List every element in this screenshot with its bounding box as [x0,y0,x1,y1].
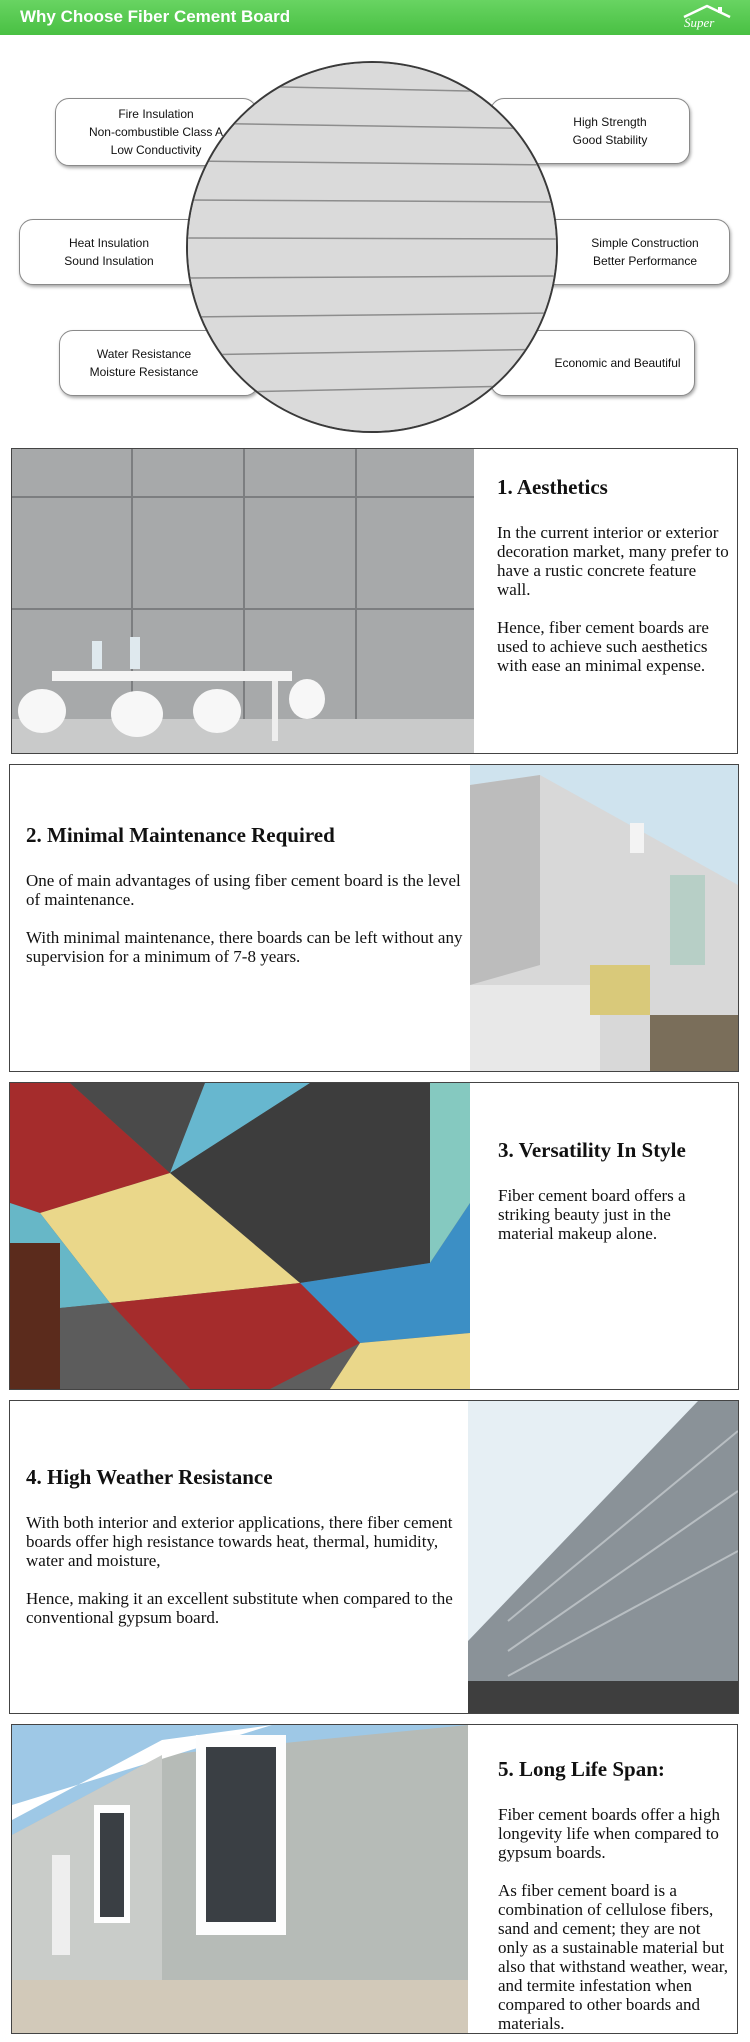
section-paragraph: In the current interior or exterior decoration market, many prefer to have a rustic concrete feature wall. [497,523,729,599]
super-logo [676,3,738,31]
section-title: 3. Versatility In Style [498,1138,686,1162]
section-aesthetics [11,448,738,754]
section-weather [9,1400,739,1714]
section-paragraph: One of main advantages of using fiber cement board is the level of maintenance. [26,871,461,909]
life-span-photo [12,1725,468,2033]
feature-water-resistance: Water Resistance Moisture Resistance [59,330,259,396]
section-title: 1. Aesthetics [497,475,608,499]
section-title: 2. Minimal Maintenance Required [26,823,335,847]
section-versatility [9,1082,739,1390]
feature-heat-insulation: Heat Insulation Sound Insulation [19,219,219,285]
section-paragraph: With minimal maintenance, there boards can be left without any supervision for a minimum of 7-8 years. [26,928,463,966]
aesthetics-photo [12,449,474,753]
board-texture-image [186,61,558,433]
section-paragraph: Fiber cement boards offer a high longevity life when compared to gypsum boards. [498,1805,721,1862]
weather-photo [468,1401,738,1713]
section-paragraph: As fiber cement board is a combination of cellulose fibers, sand and cement; they are not only as a sustainable material but also that withstand weather, wear, and termite infestation when compared to other boards and materials. [498,1881,728,2033]
section-paragraph: Fiber cement board offers a striking beauty just in the material makeup alone. [498,1186,686,1243]
versatility-photo [10,1083,470,1389]
section-life-span [11,1724,738,2034]
feature-simple-construction: Simple Construction Better Performance [520,219,730,285]
section-aesthetics-text [497,475,729,675]
section-paragraph: Hence, fiber cement boards are used to achieve such aesthetics with ease an minimal expense. [497,618,709,675]
section-title: 4. High Weather Resistance [26,1465,273,1489]
section-title: 5. Long Life Span: [498,1757,665,1781]
logo-text: Super [684,15,715,30]
section-paragraph: Hence, making it an excellent substitute when compared to the conventional gypsum board. [26,1589,453,1627]
section-life-span-text [498,1757,734,2033]
section-paragraph: With both interior and exterior applications, there fiber cement boards offer high resistance towards heat, thermal, humidity, water and moisture, [26,1513,453,1570]
feature-economic: Economic and Beautiful [490,330,695,396]
section-weather-text [26,1465,476,1627]
maintenance-photo [470,765,738,1071]
feature-fire-insulation: Fire Insulation Non-combustible Class A Low Conductivity [55,98,257,166]
page-title: Why Choose Fiber Cement Board [20,7,291,26]
section-maintenance-text [26,823,466,966]
section-versatility-text [498,1138,730,1243]
section-maintenance [9,764,739,1072]
feature-high-strength: High Strength Good Stability [490,98,690,164]
